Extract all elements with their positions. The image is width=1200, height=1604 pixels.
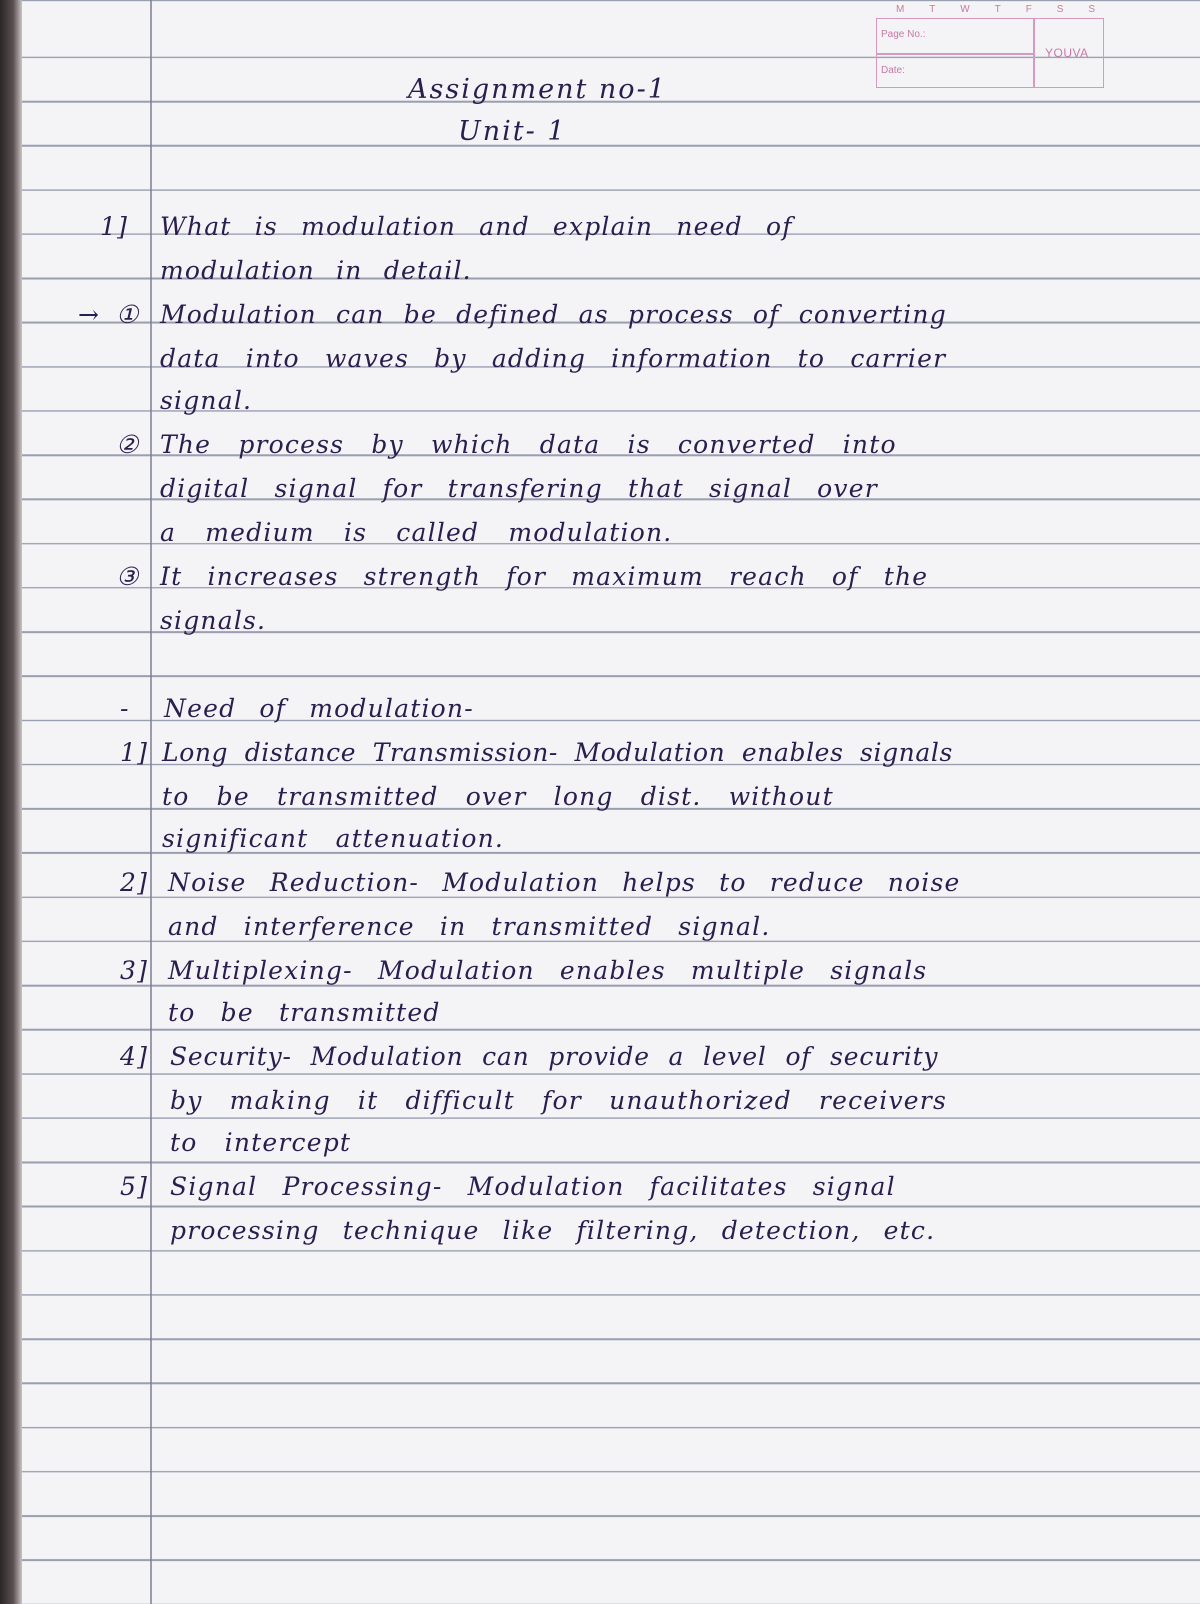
- need-5-line-2: processing technique like filtering, detection, etc.: [170, 1216, 936, 1245]
- weekday-mon: M: [896, 4, 906, 15]
- point-2-line-1: The process by which data is converted into: [160, 430, 897, 459]
- weekday-sun: S: [1088, 4, 1096, 15]
- point-1-marker: ①: [116, 300, 140, 329]
- binding-edge: [0, 0, 22, 1604]
- point-1-line-2: data into waves by adding information to carrier: [160, 344, 947, 373]
- need-3-line-2: to be transmitted: [168, 998, 441, 1027]
- weekday-fri: F: [1025, 4, 1033, 15]
- answer-arrow: →: [78, 300, 101, 329]
- question-line-1: What is modulation and explain need of: [160, 212, 793, 241]
- assignment-title: Assignment no-1: [408, 74, 667, 105]
- need-3-line-1: Multiplexing- Modulation enables multiple signals: [168, 956, 928, 985]
- point-3-marker: ③: [116, 562, 140, 591]
- need-heading: Need of modulation-: [164, 694, 474, 723]
- weekday-wed: W: [960, 4, 971, 15]
- point-2-marker: ②: [116, 430, 140, 459]
- need-1-line-2: to be transmitted over long dist. without: [162, 782, 834, 811]
- margin-line: [150, 0, 152, 1604]
- weekday-tue: T: [929, 4, 937, 15]
- point-2-line-2: digital signal for transfering that signal over: [160, 474, 878, 503]
- need-5-line-1: Signal Processing- Modulation facilitates signal: [170, 1172, 896, 1201]
- page-no-label: Page No.:: [881, 29, 926, 40]
- box-divider-h: [877, 53, 1033, 55]
- point-1-line-1: Modulation can be defined as process of converting: [160, 300, 947, 329]
- page-info-box: [876, 18, 1104, 88]
- need-2-marker: 2]: [120, 868, 149, 897]
- unit-title: Unit- 1: [458, 116, 567, 147]
- need-bullet: -: [120, 694, 130, 723]
- need-5-marker: 5]: [120, 1172, 149, 1201]
- weekday-sat: S: [1056, 4, 1065, 15]
- question-number: 1]: [100, 212, 129, 241]
- need-4-line-2: by making it difficult for unauthorized receivers: [170, 1086, 947, 1115]
- need-2-line-2: and interference in transmitted signal.: [168, 912, 771, 941]
- point-2-line-3: a medium is called modulation.: [160, 518, 673, 547]
- date-label: Date:: [881, 65, 905, 76]
- need-4-line-3: to intercept: [170, 1128, 352, 1157]
- need-3-marker: 3]: [120, 956, 149, 985]
- box-divider-v: [1033, 19, 1035, 87]
- point-3-line-1: It increases strength for maximum reach of the: [160, 562, 929, 591]
- need-2-line-1: Noise Reduction- Modulation helps to reduce noise: [168, 868, 961, 897]
- need-4-marker: 4]: [120, 1042, 149, 1071]
- need-1-line-3: significant attenuation.: [162, 824, 505, 853]
- brand-logo: YOUVA: [1045, 46, 1089, 60]
- point-1-line-3: signal.: [160, 386, 253, 415]
- weekday-thu: T: [994, 4, 1002, 15]
- need-1-marker: 1]: [120, 738, 149, 767]
- question-line-2: modulation in detail.: [160, 256, 472, 285]
- need-4-line-1: Security- Modulation can provide a level of security: [170, 1042, 939, 1071]
- point-3-line-2: signals.: [160, 606, 267, 635]
- weekday-row: [896, 4, 1096, 15]
- need-1-line-1: Long distance Transmission- Modulation enables signals: [162, 738, 953, 767]
